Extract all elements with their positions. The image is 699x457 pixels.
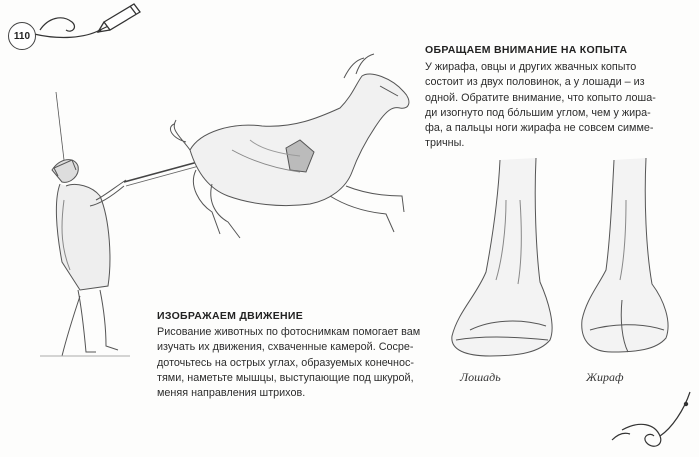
motion-line: Рисование животных по фотоснимкам помогает вам	[157, 326, 421, 338]
hooves-heading: ОБРАЩАЕМ ВНИМАНИЕ НА КОПЫТА	[425, 44, 628, 56]
hooves-line: тричны.	[425, 137, 465, 150]
hooves-line: У жирафа, овцы и других жвачных копыто	[425, 61, 637, 73]
scroll-ornament-bottom	[612, 392, 690, 446]
horse-hoof-sketch	[452, 158, 552, 356]
hooves-line: состоит из двух половинок, а у лошади – из	[425, 76, 645, 89]
horse-caption: Лошадь	[460, 370, 501, 384]
motion-line: доточьтесь на острых углах, образуемых конечнос-	[157, 356, 415, 369]
motion-line: меняя направления штрихов.	[157, 387, 306, 400]
giraffe-caption: Жираф	[586, 370, 624, 384]
hooves-paragraph	[425, 60, 656, 152]
motion-line: изучать их движения, схваченные камерой. Сосре-	[157, 341, 414, 354]
giraffe-hoof-sketch	[582, 158, 668, 352]
motion-heading: ИЗОБРАЖАЕМ ДВИЖЕНИЕ	[157, 310, 304, 322]
horse-sketch	[170, 54, 409, 238]
hooves-line: ди изогнуто под бо́льшим углом, чем у жира-	[425, 106, 651, 119]
hooves-line: фа, а пальцы ноги жирафа не совсем симме-	[425, 122, 654, 135]
page-number: 110	[8, 22, 36, 50]
man-sketch	[40, 92, 130, 356]
motion-line: тями, наметьте мышцы, выступающие под шкурой,	[157, 371, 414, 384]
hooves-line: одной. Обратите внимание, что копыто лоша-	[425, 91, 656, 104]
motion-paragraph	[157, 325, 420, 401]
